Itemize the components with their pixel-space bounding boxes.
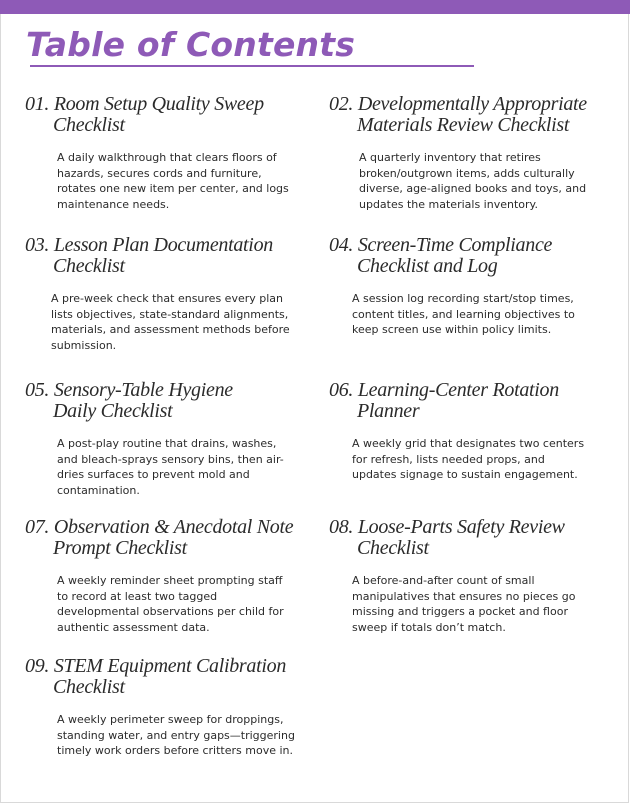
entry-title-line1: Sensory-Table Hygiene <box>53 379 233 401</box>
entry-number: 08. <box>329 516 354 538</box>
entry-description: A pre-week check that ensures every plan lists objectives, state-standard alignments, materials, and assessment methods before submission. <box>51 292 290 352</box>
entry-title-line2: Checklist and Log <box>357 255 498 277</box>
entry-number: 06. <box>329 379 354 401</box>
entry-title-line1: Screen-Time Compliance <box>357 234 553 256</box>
entry-number: 04. <box>329 234 354 256</box>
entry-title-line1: Room Setup Quality Sweep <box>53 93 264 115</box>
entry-title-line1: Loose-Parts Safety Review <box>357 516 565 538</box>
entry-description: A weekly reminder sheet prompting staff to record at least two tagged developmental observations per child for authentic assessment data. <box>57 574 284 634</box>
toc-entry-01[interactable] <box>25 94 305 212</box>
entry-number: 05. <box>25 379 50 401</box>
entry-heading <box>25 517 305 559</box>
entry-heading <box>25 235 305 277</box>
entry-description: A before-and-after count of small manipulatives that ensures no pieces go missing and triggers a pocket and floor sweep if totals don’t match. <box>352 574 576 634</box>
entry-heading <box>25 94 305 136</box>
toc-entry-07[interactable] <box>25 517 305 635</box>
top-accent-bar <box>0 0 630 14</box>
entry-title-line1: Lesson Plan Documentation <box>53 234 273 256</box>
entry-heading <box>25 380 305 422</box>
entry-title-line1: Observation & Anecdotal Note <box>53 516 294 538</box>
toc-entry-02[interactable] <box>329 94 609 212</box>
entry-heading <box>329 380 609 422</box>
toc-entry-09[interactable] <box>25 656 305 759</box>
entry-title-line2: Prompt Checklist <box>53 537 187 559</box>
toc-entry-03[interactable] <box>25 235 305 353</box>
title-underline <box>30 65 474 67</box>
entry-title-line2: Checklist <box>53 676 125 698</box>
entry-title-line1: STEM Equipment Calibration <box>53 655 287 677</box>
entry-description: A daily walkthrough that clears floors of hazards, secures cords and furniture, rotates one new item per center, and logs maintenance needs. <box>57 151 289 211</box>
entry-description: A weekly grid that designates two centers for refresh, lists needed props, and updates signage to sustain engagement. <box>352 437 585 481</box>
entry-heading <box>329 94 609 136</box>
entry-heading <box>329 517 609 559</box>
entry-description: A post-play routine that drains, washes, and bleach-sprays sensory bins, then air-dries surfaces to prevent mold and contamination. <box>57 437 284 497</box>
entry-title-line1: Developmentally Appropriate <box>357 93 587 115</box>
entry-number: 07. <box>25 516 50 538</box>
entry-description: A weekly perimeter sweep for droppings, standing water, and entry gaps—triggering timely work orders before critters move in. <box>57 713 295 757</box>
page-title: Table of Contents <box>26 25 356 64</box>
toc-entry-05[interactable] <box>25 380 305 498</box>
entry-number: 02. <box>329 93 354 115</box>
toc-entry-08[interactable] <box>329 517 609 635</box>
entry-number: 01. <box>25 93 50 115</box>
entry-heading <box>329 235 609 277</box>
entry-number: 03. <box>25 234 50 256</box>
entry-heading <box>25 656 305 698</box>
entry-title-line2: Checklist <box>53 255 125 277</box>
toc-entry-04[interactable] <box>329 235 609 338</box>
entry-title-line2: Materials Review Checklist <box>357 114 570 136</box>
entry-description: A session log recording start/stop times, content titles, and learning objectives to keep screen use within policy limits. <box>352 292 575 336</box>
entry-title-line2: Planner <box>357 400 420 422</box>
entry-title-line2: Checklist <box>357 537 429 559</box>
entry-number: 09. <box>25 655 50 677</box>
toc-entry-06[interactable] <box>329 380 609 483</box>
entry-title-line1: Learning-Center Rotation <box>357 379 559 401</box>
entry-description: A quarterly inventory that retires broken/outgrown items, adds culturally diverse, age-aligned books and toys, and updates the materials inventory. <box>359 151 587 211</box>
entry-title-line2: Checklist <box>53 114 125 136</box>
entry-title-line2: Daily Checklist <box>53 400 173 422</box>
